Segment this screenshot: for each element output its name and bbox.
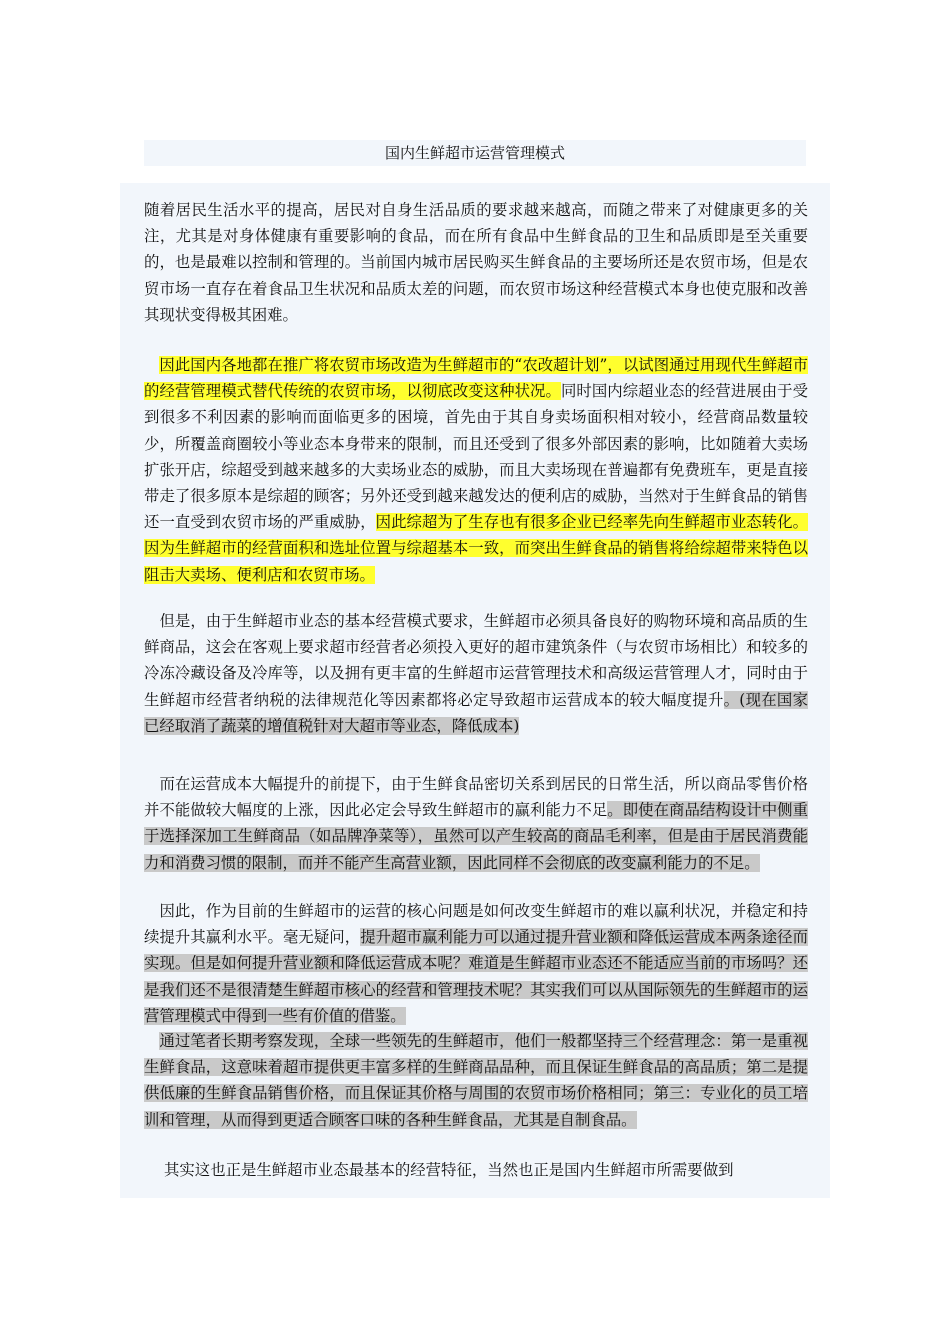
- paragraph: [144, 608, 808, 739]
- highlighted-text-run: 提升超市赢利能力可以通过提升营业额和降低运营成本两条途径而实现。但是如何提升营业额和降低运营成本呢？难道是生鲜超市业态还不能适应当前的市场吗？还是我们还不是很清楚生鲜超市核心的经营和管理技术呢？其实我们可以从国际领先的生鲜超市的运营管理模式中得到一些有价值的借鉴。: [144, 928, 808, 1025]
- text-run: 其实这也正是生鲜超市业态最基本的经营特征，当然也正是国内生鲜超市所需要做到: [164, 1161, 734, 1179]
- paragraph: [144, 771, 808, 876]
- highlighted-text-run: 。(现在国家已经取消了蔬菜的增值税针对大超市等业态，降低成本): [144, 690, 808, 735]
- text-run: 因此，作为目前的生鲜超市的运营的核心问题是如何改变生鲜超市的难以赢利状况，并稳定和持续提升其赢利水平。毫无疑问，: [144, 902, 808, 947]
- highlighted-text-run: 因此国内各地都在推广将农贸市场改造为生鲜超市的“农改超计划”，以试图通过用现代生鲜超市的经营管理模式替代传统的农贸市场，以彻底改变这种状况。: [144, 356, 808, 401]
- highlighted-text-run: 。即使在商品结构设计中侧重于选择深加工生鲜商品（如品牌净菜等），虽然可以产生较高的商品毛利率，但是由于居民消费能力和消费习惯的限制，而并不能产生高营业额，因此同样不会彻底的改变赢利能力的不足。: [144, 801, 808, 872]
- text-run: 同时国内综超业态的经营进展由于受到很多不利因素的影响而面临更多的困境，首先由于其自身卖场面积相对较小，经营商品数量较少，所覆盖商圈较小等业态本身带来的限制，而且还受到了很多外部因素的影响，比如随着大卖场扩张开店，综超受到越来越多的大卖场业态的威胁，而且大卖场现在普遍都有免费班车，更是直接带走了很多原本是综超的顾客；另外还受到越来越发达的便利店的威胁，当然对于生鲜食品的销售还一直受到农贸市场的严重威胁，: [144, 382, 808, 532]
- highlighted-text-run: 因此综超为了生存也有很多企业已经率先向生鲜超市业态转化。因为生鲜超市的经营面积和选址位置与综超基本一致，而突出生鲜食品的销售将给综超带来特色以阻击大卖场、便利店和农贸市场。: [144, 513, 808, 584]
- text-run: 而在运营成本大幅提升的前提下，由于生鲜食品密切关系到居民的日常生活，所以商品零售价格并不能做较大幅度的上涨，因此必定会导致生鲜超市的赢利能力不足: [144, 775, 808, 820]
- document-body: [120, 183, 830, 1198]
- paragraph: [144, 898, 808, 1029]
- text-run: 但是，由于生鲜超市业态的基本经营模式要求，生鲜超市必须具备良好的购物环境和高品质的生鲜商品，这会在客观上要求超市经营者必须投入更好的超市建筑条件（与农贸市场相比）和较多的冷冻冷藏设备及冷库等，以及拥有更丰富的生鲜超市运营管理技术和高级运营管理人才，同时由于生鲜超市经营者纳税的法律规范化等因素都将必定导致超市运营成本的较大幅度提升: [144, 612, 808, 709]
- paragraph: [144, 1157, 808, 1183]
- text-run: 随着居民生活水平的提高，居民对自身生活品质的要求越来越高，而随之带来了对健康更多的关注，尤其是对身体健康有重要影响的食品，而在所有食品中生鲜食品的卫生和品质即是至关重要的，也是最难以控制和管理的。当前国内城市居民购买生鲜食品的主要场所还是农贸市场，但是农贸市场一直存在着食品卫生状况和品质太差的问题，而农贸市场这种经营模式本身也使克服和改善其现状变得极其困难。: [144, 201, 808, 324]
- paragraph: [144, 352, 808, 588]
- paragraph: [144, 197, 808, 328]
- paragraph: [144, 1028, 808, 1133]
- highlighted-text-run: 通过笔者长期考察发现，全球一些领先的生鲜超市，他们一般都坚持三个经营理念：第一是重视生鲜食品，这意味着超市提供更丰富多样的生鲜商品品种，而且保证生鲜食品的高品质；第二是提供低廉的生鲜食品销售价格，而且保证其价格与周围的农贸市场价格相同；第三：专业化的员工培训和管理，从而得到更适合顾客口味的各种生鲜食品，尤其是自制食品。: [144, 1032, 808, 1129]
- document-title: 国内生鲜超市运营管理模式: [144, 140, 806, 166]
